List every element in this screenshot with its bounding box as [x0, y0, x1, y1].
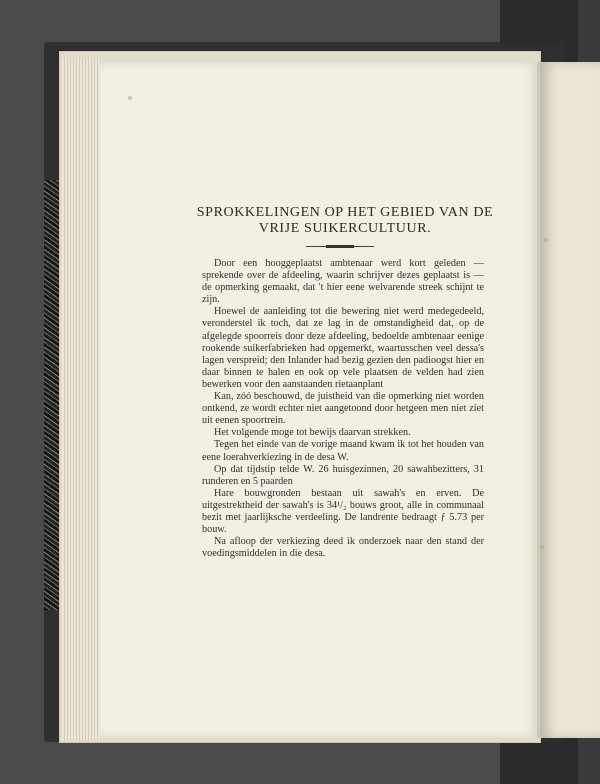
paragraph: Hoewel de aanleiding tot die bewering niet werd medegedeeld, veronderstel ik toch, dat ze lag in de omstandigheid dat, op de afgelegde spoorreis door deze afdeeling, bedoelde ambtenaar eenige rookende suikerfabrieken had opgemerkt, waartusschen veel dessa's lagen verspreid; den Inlander had bezig gezien den padioogst hier en daar binnen te halen en ook op vele plaatsen de velden had zien bewerken voor den aanstaanden rietaanplant	[202, 306, 484, 390]
paragraph: Door een hooggeplaatst ambtenaar werd kort geleden — sprekende over de afdeeling, waarin schrijver dezes geplaatst is — de opmerking gemaakt, dat 't hier eene welvarende streek schijnt te zijn.	[202, 258, 484, 306]
paragraph: Het volgende moge tot bewijs daarvan strekken.	[214, 427, 411, 439]
paragraph: Hare bouwgronden bestaan uit sawah's en erven. De uitgestrektheid der sawah's is 34¹/₂ bouws groot, alle in communaal bezit met jaarlijksche verdeeling. De landrente bedraagt ƒ 5.73 per bouw.	[202, 487, 484, 536]
body-text	[202, 258, 484, 560]
title-rule-ornament	[326, 245, 354, 248]
page-edges	[62, 58, 102, 740]
foxing-spot	[544, 238, 548, 242]
foxing-spot	[128, 96, 132, 100]
title-line-2: VRIJE SUIKERCULTUUR.	[258, 221, 432, 236]
paragraph: Tegen het einde van de vorige maand kwam ik tot het houden van eene loerahverkiezing in de desa W.	[202, 439, 484, 463]
paragraph: Na afloop der verkiezing deed ik onderzoek naar den stand der voedingsmiddelen in die desa.	[202, 536, 484, 560]
chapter-title	[175, 205, 515, 237]
paragraph: Op dat tijdstip telde W. 26 huisgezinnen, 20 sawahbezitters, 31 runderen en 5 paarden	[202, 463, 484, 487]
facing-page	[540, 62, 600, 738]
title-line-1: SPROKKELINGEN OP HET GEBIED VAN DE	[196, 205, 494, 220]
foxing-spot	[540, 545, 544, 549]
paragraph: Kan, zóó beschouwd, de juistheid van die opmerking niet worden ontkend, ze wordt echter niet aangetoond door hetgeen men niet ziet uit eenen spoortrein.	[202, 391, 484, 427]
